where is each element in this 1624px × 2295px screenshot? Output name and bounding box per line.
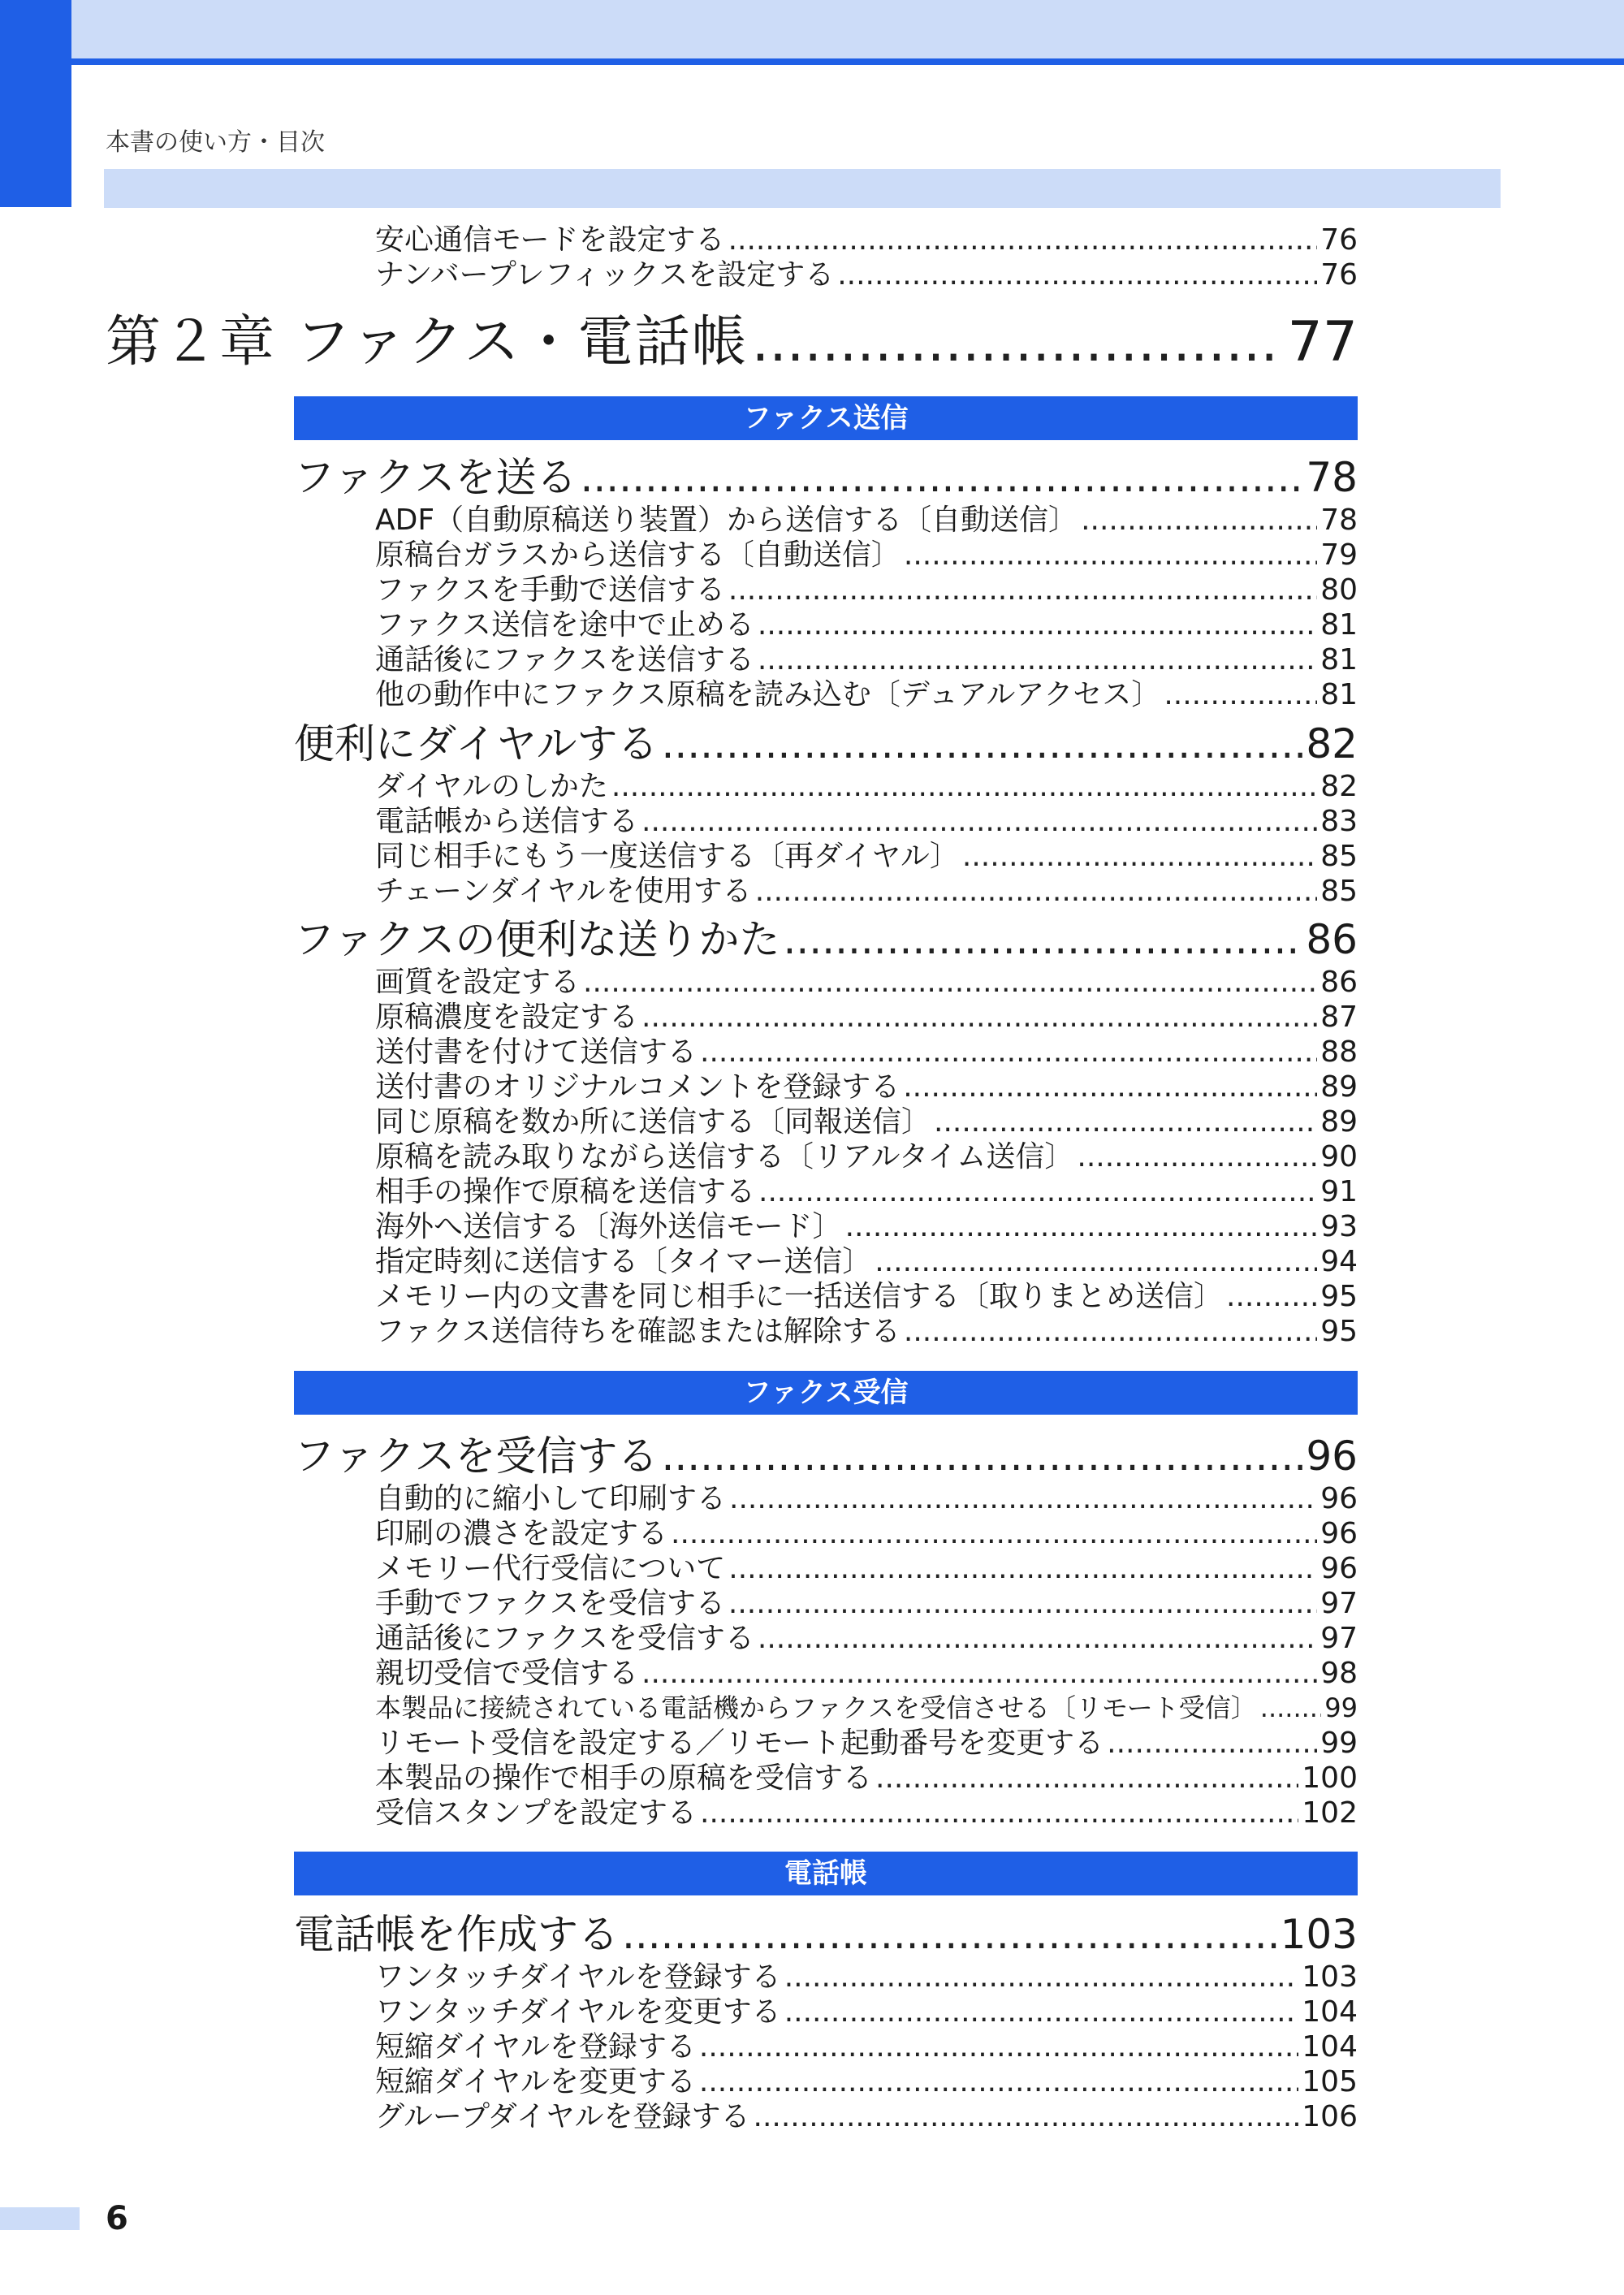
toc-entry[interactable] bbox=[375, 874, 1358, 909]
page-number: 6 bbox=[106, 2200, 128, 2237]
toc-entry[interactable] bbox=[375, 1070, 1358, 1104]
leader-dots bbox=[758, 1621, 1317, 1656]
toc-section-page: 82 bbox=[1306, 720, 1358, 767]
toc-entry[interactable] bbox=[375, 642, 1358, 677]
leader-dots bbox=[700, 1796, 1298, 1830]
toc-entry-page: 97 bbox=[1320, 1622, 1358, 1655]
leader-dots bbox=[1226, 1279, 1317, 1314]
toc-entry-title: 原稿濃度を設定する bbox=[375, 1001, 639, 1034]
toc-entry[interactable] bbox=[375, 2099, 1358, 2134]
toc-entry[interactable] bbox=[375, 1551, 1358, 1586]
toc-entry-page: 96 bbox=[1320, 1517, 1358, 1550]
leader-dots bbox=[641, 804, 1317, 839]
toc-entry-page: 81 bbox=[1320, 678, 1358, 711]
toc-entry[interactable] bbox=[375, 1960, 1358, 1995]
toc-entry-page: 82 bbox=[1320, 770, 1358, 803]
toc-entry-page: 87 bbox=[1320, 1001, 1358, 1034]
top-rule bbox=[0, 58, 1624, 65]
toc-entry-title: 相手の操作で原稿を送信する bbox=[375, 1175, 756, 1208]
leader-dots bbox=[758, 1174, 1317, 1209]
toc-entry-page: 90 bbox=[1320, 1140, 1358, 1173]
toc-entry-page: 105 bbox=[1302, 2065, 1358, 2098]
toc-entry[interactable] bbox=[375, 1621, 1358, 1656]
toc-entry-page: 76 bbox=[1320, 258, 1358, 292]
toc-entry-title: 安心通信モードを設定する bbox=[375, 223, 725, 257]
toc-entry[interactable] bbox=[375, 1761, 1358, 1796]
leader-dots bbox=[754, 2099, 1299, 2134]
leader-dots bbox=[837, 257, 1317, 292]
leader-dots bbox=[784, 915, 1303, 964]
toc-section-title: 電話帳を作成する bbox=[294, 1911, 619, 1958]
chapter-heading[interactable] bbox=[106, 309, 1358, 377]
leader-dots bbox=[752, 309, 1285, 377]
toc-entry[interactable] bbox=[375, 503, 1358, 538]
toc-entry[interactable] bbox=[375, 1174, 1358, 1209]
leader-dots bbox=[622, 1910, 1277, 1959]
toc-entry-page: 95 bbox=[1320, 1280, 1358, 1313]
leader-dots bbox=[755, 874, 1318, 909]
section-band-fax-send: ファクス送信 bbox=[294, 396, 1358, 440]
toc-section-page: 86 bbox=[1306, 916, 1358, 963]
section-band-phonebook: 電話帳 bbox=[294, 1852, 1358, 1895]
toc-section[interactable] bbox=[294, 915, 1358, 964]
leader-dots bbox=[1260, 1691, 1322, 1726]
toc-entry-title: 短縮ダイヤルを変更する bbox=[375, 2065, 696, 2098]
toc-entry-page: 85 bbox=[1320, 840, 1358, 873]
toc-entry-page: 104 bbox=[1302, 1995, 1358, 2029]
toc-entry[interactable] bbox=[375, 1314, 1358, 1349]
toc-entry-title: ファクス送信待ちを確認または解除する bbox=[375, 1315, 901, 1348]
leader-dots bbox=[1164, 677, 1317, 712]
toc-entry[interactable] bbox=[375, 1104, 1358, 1139]
toc-entry-page: 85 bbox=[1320, 875, 1358, 908]
toc-section-title: 便利にダイヤルする bbox=[294, 720, 659, 767]
toc-entry-title: メモリー代行受信について bbox=[375, 1552, 726, 1585]
toc-entry-title: メモリー内の文書を同じ相手に一括送信する〔取りまとめ送信〕 bbox=[375, 1280, 1224, 1313]
toc-entry-page: 91 bbox=[1320, 1175, 1358, 1208]
toc-entry-page: 103 bbox=[1302, 1960, 1358, 1994]
header-band bbox=[104, 169, 1501, 208]
running-header: 本書の使い方・目次 bbox=[106, 128, 325, 157]
toc-section-title: ファクスを受信する bbox=[294, 1433, 659, 1480]
toc-entry-page: 96 bbox=[1320, 1552, 1358, 1585]
toc-entry-page: 97 bbox=[1320, 1587, 1358, 1620]
toc-section[interactable] bbox=[294, 720, 1358, 768]
toc-entry-title: チェーンダイヤルを使用する bbox=[375, 875, 752, 908]
toc-entry-title: 同じ相手にもう一度送信する〔再ダイヤル〕 bbox=[375, 840, 959, 873]
leader-dots bbox=[875, 1761, 1298, 1796]
side-tab-block bbox=[0, 0, 71, 207]
toc-entry-title: ADF（自動原稿送り装置）から送信する〔自動送信〕 bbox=[375, 504, 1078, 537]
leader-dots bbox=[728, 573, 1317, 607]
toc-entry-page: 89 bbox=[1320, 1070, 1358, 1104]
chapter-page: 77 bbox=[1287, 310, 1358, 374]
leader-dots bbox=[1081, 503, 1317, 538]
leader-dots bbox=[700, 1035, 1317, 1070]
toc-entry[interactable] bbox=[375, 1691, 1358, 1726]
toc-entry-page: 96 bbox=[1320, 1482, 1358, 1515]
leader-dots bbox=[728, 223, 1318, 257]
toc-entry-title: 手動でファクスを受信する bbox=[375, 1587, 725, 1620]
leader-dots bbox=[845, 1209, 1318, 1244]
section-band-fax-receive: ファクス受信 bbox=[294, 1371, 1358, 1415]
leader-dots bbox=[962, 839, 1317, 874]
leader-dots bbox=[662, 720, 1303, 768]
chapter-title: 第２章 ファクス・電話帳 bbox=[106, 310, 749, 374]
leader-dots bbox=[784, 1960, 1299, 1995]
toc-section[interactable] bbox=[294, 1432, 1358, 1480]
leader-dots bbox=[641, 1000, 1317, 1035]
leader-dots bbox=[728, 1586, 1317, 1621]
toc-entry-title: 本製品の操作で相手の原稿を受信する bbox=[375, 1761, 873, 1795]
leader-dots bbox=[583, 965, 1317, 1000]
toc-entry-page: 99 bbox=[1320, 1727, 1358, 1760]
toc-entry-page: 95 bbox=[1320, 1315, 1358, 1348]
toc-entry[interactable] bbox=[375, 2064, 1358, 2099]
toc-entry-title: 画質を設定する bbox=[375, 966, 581, 999]
leader-dots bbox=[903, 1070, 1317, 1104]
leader-dots bbox=[784, 1995, 1299, 2029]
toc-entry[interactable] bbox=[375, 1481, 1358, 1516]
toc-entry-title: ワンタッチダイヤルを変更する bbox=[375, 1995, 781, 2029]
leader-dots bbox=[875, 1244, 1317, 1279]
toc-entry-page: 81 bbox=[1320, 608, 1358, 642]
toc-entry[interactable] bbox=[375, 1995, 1358, 2029]
leader-dots bbox=[904, 1314, 1317, 1349]
toc-entry-title: 通話後にファクスを受信する bbox=[375, 1622, 754, 1655]
leader-dots bbox=[662, 1432, 1303, 1480]
toc-entry[interactable] bbox=[375, 804, 1358, 839]
toc-entry[interactable] bbox=[375, 769, 1358, 804]
toc-entry[interactable] bbox=[375, 607, 1358, 642]
toc-section-page: 96 bbox=[1306, 1433, 1358, 1480]
top-band bbox=[0, 0, 1624, 65]
toc-entry-page: 81 bbox=[1320, 643, 1358, 676]
toc-entry-title: 海外へ送信する〔海外送信モード〕 bbox=[375, 1210, 842, 1243]
toc-entry-title: 受信スタンプを設定する bbox=[375, 1796, 698, 1830]
toc-entry[interactable] bbox=[375, 1244, 1358, 1279]
toc-entry[interactable] bbox=[375, 223, 1358, 257]
toc-entry-page: 88 bbox=[1320, 1035, 1358, 1069]
toc-entry-page: 83 bbox=[1320, 805, 1358, 838]
leader-dots bbox=[611, 769, 1317, 804]
toc-entry[interactable] bbox=[375, 1796, 1358, 1830]
toc-entry-title: 電話帳から送信する bbox=[375, 805, 639, 838]
toc-entry-title: 短縮ダイヤルを登録する bbox=[375, 2030, 696, 2064]
leader-dots bbox=[758, 642, 1317, 677]
toc-entry-title: リモート受信を設定する／リモート起動番号を変更する bbox=[375, 1727, 1104, 1760]
toc-entry[interactable] bbox=[375, 1000, 1358, 1035]
toc-entry[interactable] bbox=[375, 965, 1358, 1000]
toc-entry-title: ファクス送信を途中で止める bbox=[375, 608, 754, 642]
toc-entry-page: 76 bbox=[1320, 223, 1358, 257]
toc-entry-title: ファクスを手動で送信する bbox=[375, 573, 725, 607]
toc-section-title: ファクスの便利な送りかた bbox=[294, 916, 780, 963]
toc-entry-page: 106 bbox=[1302, 2100, 1358, 2133]
toc-entry-title: グループダイヤルを登録する bbox=[375, 2100, 750, 2133]
toc-entry-title: 送付書を付けて送信する bbox=[375, 1035, 698, 1069]
toc-entry-page: 100 bbox=[1302, 1761, 1358, 1795]
toc-entry-title: 親切受信で受信する bbox=[375, 1657, 639, 1690]
toc-entry[interactable] bbox=[375, 1586, 1358, 1621]
toc-entry-title: 通話後にファクスを送信する bbox=[375, 643, 754, 676]
toc-entry[interactable] bbox=[375, 1726, 1358, 1761]
toc-entry-page: 102 bbox=[1302, 1796, 1358, 1830]
toc-entry-title: 同じ原稿を数か所に送信する〔同報送信〕 bbox=[375, 1105, 931, 1139]
toc-entry[interactable] bbox=[375, 573, 1358, 607]
toc-section-title: ファクスを送る bbox=[294, 454, 577, 501]
toc-section-page: 103 bbox=[1280, 1911, 1358, 1958]
toc-entry-page: 80 bbox=[1320, 573, 1358, 607]
toc-entry-title: 本製品に接続されている電話機からファクスを受信させる〔リモート受信〕 bbox=[375, 1692, 1257, 1723]
toc-entry[interactable] bbox=[375, 1139, 1358, 1174]
toc-entry[interactable] bbox=[375, 1516, 1358, 1551]
leader-dots bbox=[641, 1656, 1317, 1691]
toc-entry-title: 送付書のオリジナルコメントを登録する bbox=[375, 1070, 901, 1104]
toc-entry-page: 99 bbox=[1324, 1692, 1358, 1723]
leader-dots bbox=[729, 1481, 1317, 1516]
leader-dots bbox=[581, 453, 1303, 502]
toc-entry-page: 94 bbox=[1320, 1245, 1358, 1278]
toc-entry-title: 印刷の濃さを設定する bbox=[375, 1517, 668, 1550]
leader-dots bbox=[671, 1516, 1317, 1551]
toc-entry[interactable] bbox=[375, 1656, 1358, 1691]
leader-dots bbox=[1077, 1139, 1317, 1174]
toc-section[interactable] bbox=[294, 1910, 1358, 1959]
toc-entry-title: 他の動作中にファクス原稿を読み込む〔デュアルアクセス〕 bbox=[375, 678, 1161, 711]
leader-dots bbox=[904, 538, 1317, 573]
toc-entry-page: 78 bbox=[1320, 504, 1358, 537]
toc-entry-page: 104 bbox=[1302, 2030, 1358, 2064]
leader-dots bbox=[1107, 1726, 1317, 1761]
toc-entry-title: ワンタッチダイヤルを登録する bbox=[375, 1960, 781, 1994]
toc-entry[interactable] bbox=[375, 1209, 1358, 1244]
toc-entry-title: ナンバープレフィックスを設定する bbox=[375, 258, 835, 292]
toc-entry[interactable] bbox=[375, 1279, 1358, 1314]
toc-entry-page: 86 bbox=[1320, 966, 1358, 999]
toc-entry[interactable] bbox=[375, 257, 1358, 292]
leader-dots bbox=[728, 1551, 1317, 1586]
toc-entry[interactable] bbox=[375, 538, 1358, 573]
toc-entry-page: 98 bbox=[1320, 1657, 1358, 1690]
toc-entry-page: 79 bbox=[1320, 538, 1358, 572]
leader-dots bbox=[699, 2064, 1298, 2099]
toc-entry-title: 指定時刻に送信する〔タイマー送信〕 bbox=[375, 1245, 872, 1278]
toc-entry[interactable] bbox=[375, 677, 1358, 712]
leader-dots bbox=[758, 607, 1317, 642]
toc-entry[interactable] bbox=[375, 839, 1358, 874]
toc-section-page: 78 bbox=[1306, 454, 1358, 501]
toc-entry-title: 原稿を読み取りながら送信する〔リアルタイム送信〕 bbox=[375, 1140, 1074, 1173]
leader-dots bbox=[699, 2029, 1298, 2064]
toc-entry-title: ダイヤルのしかた bbox=[375, 770, 608, 803]
toc-entry-title: 原稿台ガラスから送信する〔自動送信〕 bbox=[375, 538, 901, 572]
toc-entry[interactable] bbox=[375, 1035, 1358, 1070]
toc-entry[interactable] bbox=[375, 2029, 1358, 2064]
toc-entry-title: 自動的に縮小して印刷する bbox=[375, 1482, 727, 1515]
toc-section[interactable] bbox=[294, 453, 1358, 502]
footer-bar bbox=[0, 2207, 80, 2230]
toc-entry-page: 93 bbox=[1320, 1210, 1358, 1243]
toc-entry-page: 89 bbox=[1320, 1105, 1358, 1139]
leader-dots bbox=[934, 1104, 1317, 1139]
